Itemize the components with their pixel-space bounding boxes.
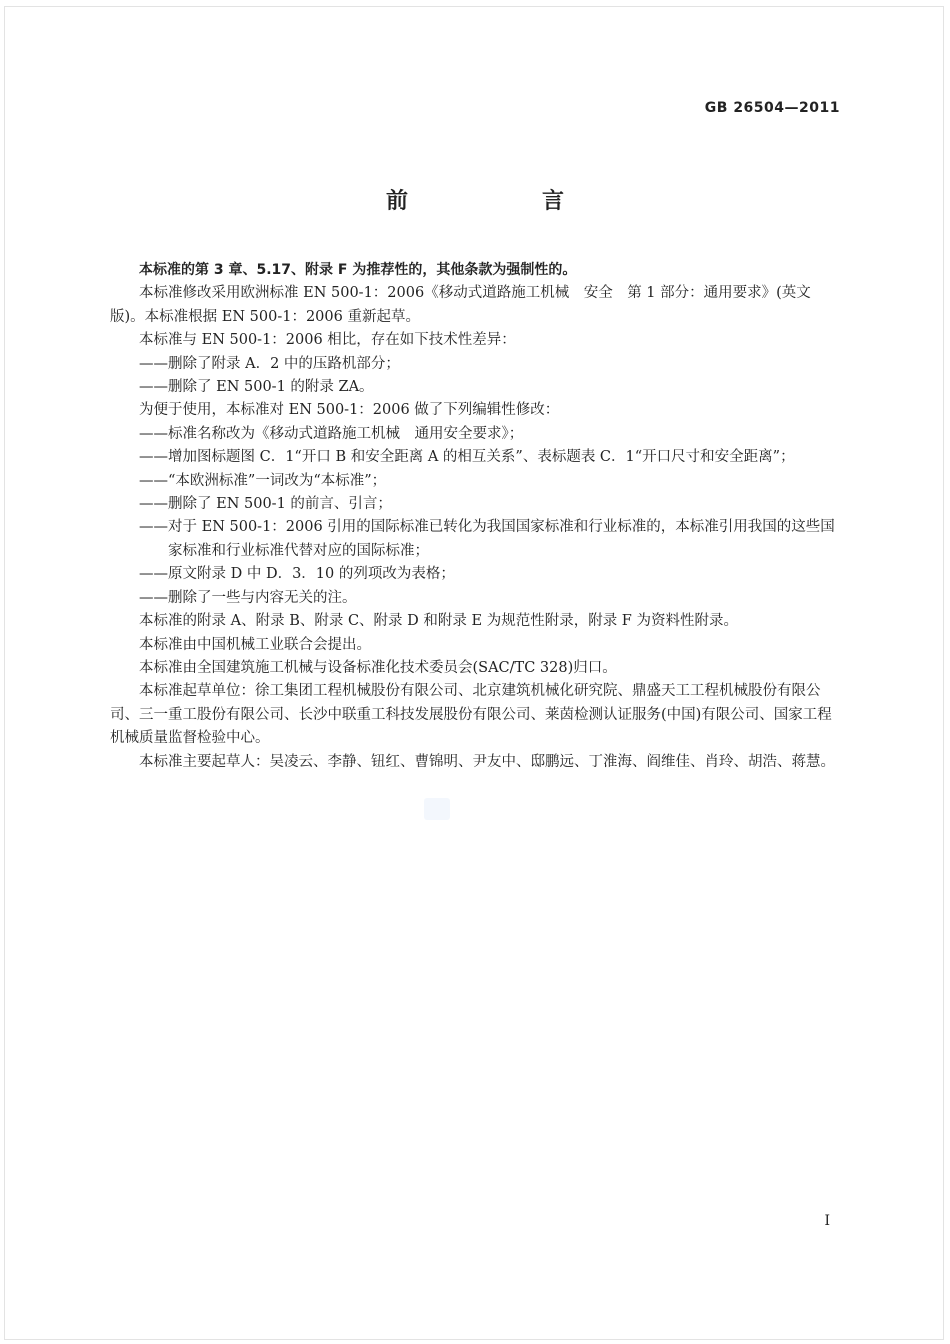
paragraph-annexes: 本标准的附录 A、附录 B、附录 C、附录 D 和附录 E 为规范性附录，附录 F 为资料性附录。 (139, 613, 738, 630)
paragraph-mandatory-note: 本标准的第 3 章、5.17、附录 F 为推荐性的，其他条款为强制性的。 (139, 262, 577, 278)
paragraph-drafters: 本标准主要起草人：吴凌云、李静、钮红、曹锦明、尹友中、邸鹏远、丁淮海、阎维佳、肖玲、胡浩、蒋慧。 (139, 753, 835, 770)
list-item: ——“本欧洲标准”一词改为“本标准”； (139, 472, 387, 489)
list-item: ——删除了 EN 500-1 的附录 ZA。 (139, 379, 374, 396)
list-item: ——删除了一些与内容无关的注。 (139, 589, 357, 606)
list-item: ——原文附录 D 中 D．3．10 的列项改为表格； (139, 566, 455, 583)
watermark-mark (424, 798, 450, 820)
paragraph-proposer: 本标准由中国机械工业联合会提出。 (139, 636, 371, 653)
foreword-body (110, 259, 842, 774)
paragraph-technical-differences: 本标准与 EN 500-1：2006 相比，存在如下技术性差异： (139, 332, 516, 349)
paragraph-adoption: 本标准修改采用欧洲标准 EN 500-1：2006《移动式道路施工机械 安全 第 1 部分：通用要求》(英文版)。本标准根据 EN 500-1：2006 重新起草。 (110, 285, 811, 325)
page-number: I (824, 1213, 830, 1229)
paragraph-committee: 本标准由全国建筑施工机械与设备标准化技术委员会(SAC/TC 328)归口。 (139, 659, 617, 676)
list-item: ——删除了附录 A．2 中的压路机部分； (139, 355, 400, 372)
list-item: ——对于 EN 500-1：2006 引用的国际标准已转化为我国国家标准和行业标准的，本标准引用我国的这些国家标准和行业标准代替对应的国际标准； (139, 519, 835, 559)
list-item: ——标准名称改为《移动式道路施工机械 通用安全要求》； (139, 425, 524, 442)
list-item: ——删除了 EN 500-1 的前言、引言； (139, 496, 392, 513)
list-item: ——增加图标题图 C．1“开口 B 和安全距离 A 的相互关系”、表标题表 C．1“开口尺寸和安全距离”； (139, 449, 795, 466)
paragraph-drafting-units: 本标准起草单位：徐工集团工程机械股份有限公司、北京建筑机械化研究院、鼎盛天工工程机械股份有限公司、三一重工股份有限公司、长沙中联重工科技发展股份有限公司、莱茵检测认证服务(中国)有限公司、国家工程机械质量监督检验中心。 (110, 683, 832, 747)
standard-code: GB 26504—2011 (704, 100, 840, 116)
paragraph-editorial-changes: 为便于使用，本标准对 EN 500-1：2006 做了下列编辑性修改： (139, 402, 560, 419)
page-title: 前 言 (385, 189, 620, 214)
